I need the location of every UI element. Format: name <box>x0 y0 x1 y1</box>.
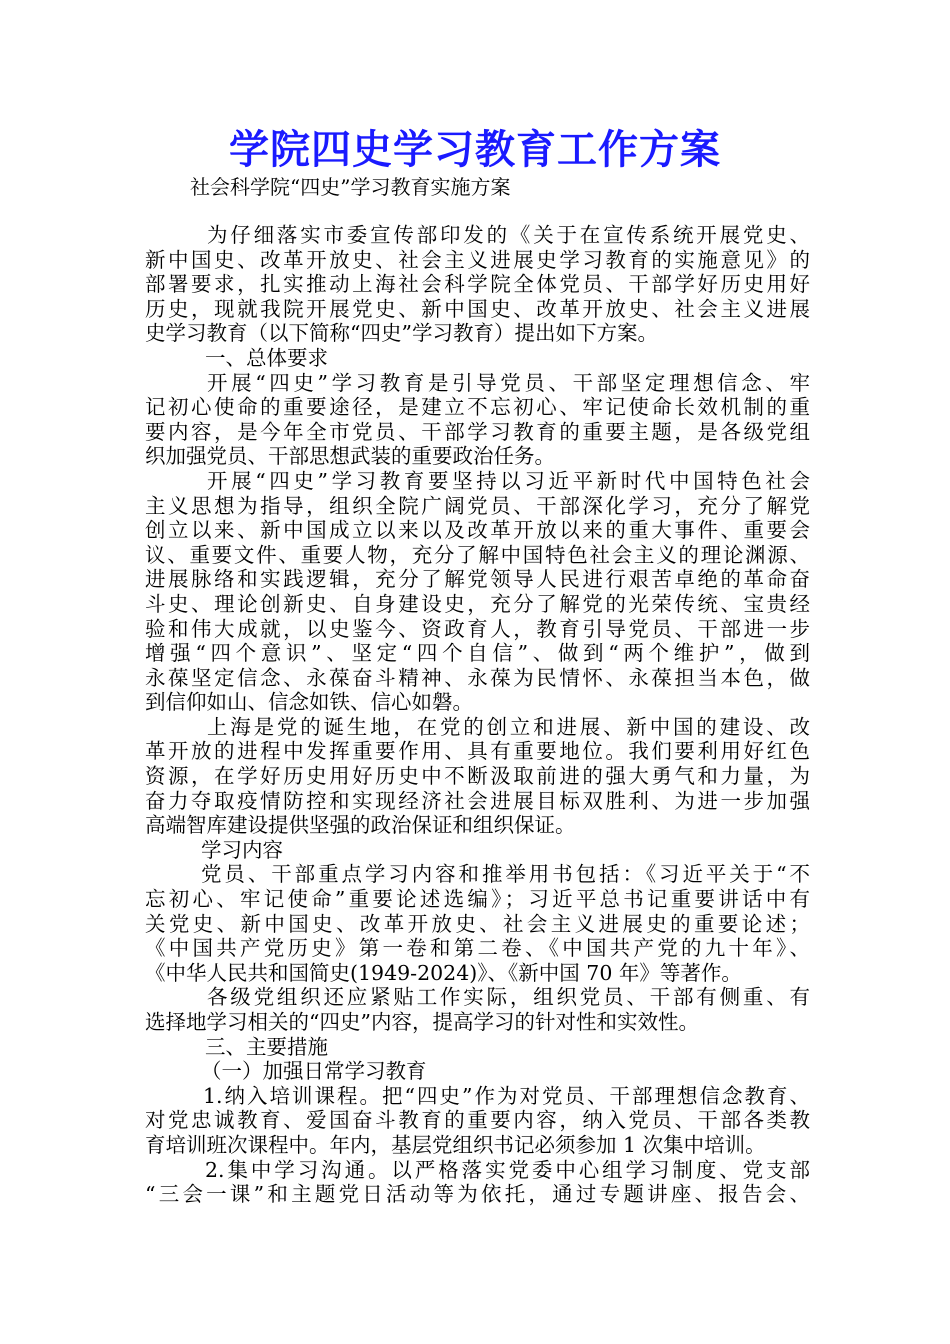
text-line: 创立以来、新中国成立以来以及改革开放以来的重大事件、重要会 <box>145 518 810 543</box>
text-line: 历史，现就我院开展党史、新中国史、改革开放史、社会主义进展 <box>145 296 810 321</box>
text-line: 永葆坚定信念、永葆奋斗精神、永葆为民情怀、永葆担当本色，做 <box>145 665 810 690</box>
text-line: 开展“四史”学习教育要坚持以习近平新时代中国特色社会 <box>207 468 810 493</box>
text-line: 一、总体要求 <box>205 345 328 370</box>
text-line: 对党忠诚教育、爱国奋斗教育的重要内容，纳入党员、干部各类教 <box>145 1108 810 1133</box>
text-line: 资源，在学好历史用好历史中不断汲取前进的强大勇气和力量，为 <box>145 764 810 789</box>
text-line: 选择地学习相关的“四史”内容，提高学习的针对性和实效性。 <box>145 1010 699 1034</box>
text-line: 关党史、新中国史、改革开放史、社会主义进展史的重要论述； <box>145 911 810 936</box>
text-line: 记初心使命的重要途径，是建立不忘初心、牢记使命长效机制的重 <box>145 395 810 420</box>
text-line: 上海是党的诞生地，在党的创立和进展、新中国的建设、改 <box>207 714 810 739</box>
text-line: 进展脉络和实践逻辑，充分了解党领导人民进行艰苦卓绝的革命奋 <box>145 567 810 592</box>
text-line: 斗史、理论创新史、自身建设史，充分了解党的光荣传统、宝贵经 <box>145 591 810 616</box>
text-line: 忘初心、牢记使命”重要论述选编》；习近平总书记重要讲话中有 <box>145 887 810 912</box>
text-line: 史学习教育（以下简称“四史”学习教育）提出如下方案。 <box>145 321 658 346</box>
text-line: 《中国共产党历史》第一卷和第二卷、《中国共产党的九十年》、 <box>145 936 810 961</box>
text-line: 育培训班次课程中。年内，基层党组织书记必须参加 1 次集中培训。 <box>145 1132 766 1157</box>
document-body <box>145 223 810 1207</box>
text-line: 革开放的进程中发挥重要作用、具有重要地位。我们要利用好红色 <box>145 739 810 764</box>
text-line: 为仔细落实市委宣传部印发的《关于在宣传系统开展党史、 <box>207 223 810 247</box>
text-line: 高端智库建设提供坚强的政治保证和组织保证。 <box>145 813 576 838</box>
text-line: 增强“四个意识”、坚定“四个自信”、做到“两个维护”，做到 <box>145 641 810 666</box>
text-line: 奋力夺取疫情防控和实现经济社会进展目标双胜利、为进一步加强 <box>145 788 810 813</box>
text-line: 三、主要措施 <box>205 1034 328 1059</box>
text-line: 学习内容 <box>201 837 283 862</box>
text-line: 织加强党员、干部思想武装的重要政治任务。 <box>145 444 555 469</box>
text-line: 2.集中学习沟通。以严格落实党委中心组学习制度、党支部 <box>205 1157 810 1182</box>
text-line: 验和伟大成就，以史鉴今、资政育人，教育引导党员、干部进一步 <box>145 616 810 641</box>
text-line: 新中国史、改革开放史、社会主义进展史学习教育的实施意见》的 <box>145 247 810 272</box>
text-line: 开展“四史”学习教育是引导党员、干部坚定理想信念、牢 <box>207 370 810 395</box>
text-line: 各级党组织还应紧贴工作实际，组织党员、干部有侧重、有 <box>207 985 810 1010</box>
text-line: 部署要求，扎实推动上海社会科学院全体党员、干部学好历史用好 <box>145 272 810 297</box>
document-title: 学院四史学习教育工作方案 <box>229 126 721 173</box>
text-line: 主义思想为指导，组织全院广阔党员、干部深化学习，充分了解党 <box>145 493 810 518</box>
document-subtitle: 社会科学院“四史”学习教育实施方案 <box>190 175 511 199</box>
text-line: 《中华人民共和国简史(1949-2024)》、《新中国 70 年》等著作。 <box>145 960 742 985</box>
text-line: （一）加强日常学习教育 <box>201 1059 427 1084</box>
text-line: 要内容，是今年全市党员、干部学习教育的重要主题，是各级党组 <box>145 419 810 444</box>
text-line: 1.纳入培训课程。把“四史”作为对党员、干部理想信念教育、 <box>203 1083 810 1108</box>
text-line: “三会一课”和主题党日活动等为依托，通过专题讲座、报告会、 <box>145 1182 810 1207</box>
text-line: 议、重要文件、重要人物，充分了解中国特色社会主义的理论渊源、 <box>145 542 810 567</box>
text-line: 党员、干部重点学习内容和推举用书包括：《习近平关于“不 <box>201 862 810 887</box>
text-line: 到信仰如山、信念如铁、信心如磐。 <box>145 690 473 715</box>
